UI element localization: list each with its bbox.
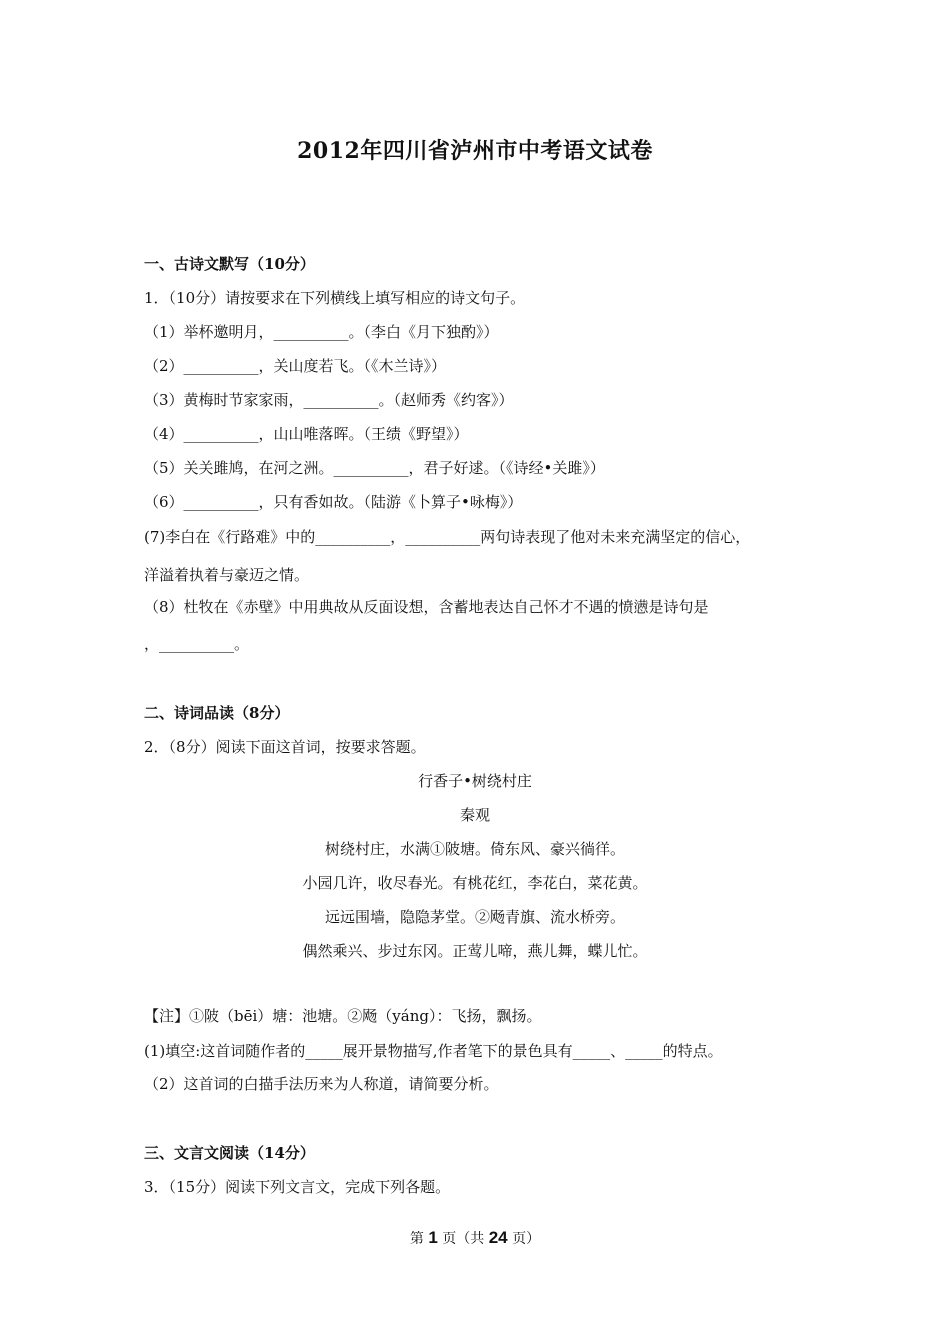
section-heading: 三、文言文阅读（14分） [144, 1144, 315, 1162]
footer-page-number: 1 [428, 1228, 438, 1247]
question-item: （1）举杯邀明月，__________。（李白《月下独酌》） [144, 323, 499, 341]
footer-suffix: 页） [512, 1231, 541, 1247]
poem-title: 行香子•树绕村庄 [418, 772, 532, 790]
question-item-continued: ，__________。 [144, 635, 250, 653]
footer-mid: 页（共 [442, 1231, 485, 1247]
page-footer [0, 1228, 950, 1248]
question-item: （5）关关雎鸠，在河之洲。__________，君子好逑。（《诗经•关雎》） [144, 459, 605, 477]
question-item: （6）__________，只有香如故。（陆游《卜算子•咏梅》） [144, 493, 523, 511]
footer-prefix: 第 [409, 1231, 424, 1247]
poem-line: 树绕村庄，水满①陂塘。倚东风、豪兴徜徉。 [324, 840, 625, 858]
section-heading: 一、古诗文默写（10分） [144, 255, 315, 273]
question-item: (7)李白在《行路难》中的__________，__________两句诗表现了他对未来充满坚定的信心， [144, 528, 751, 546]
page-title: 2012年四川省泸州市中考语文试卷 [297, 138, 653, 164]
poem-author: 秦观 [459, 806, 490, 824]
question-item-continued: 洋溢着执着与豪迈之情。 [144, 566, 310, 584]
question-item: (1)填空:这首词随作者的_____展开景物描写,作者笔下的景色具有_____、_____的特点。 [144, 1042, 723, 1060]
question-item: （2）__________，关山度若飞。（《木兰诗》） [144, 357, 447, 375]
question-item: （3）黄梅时节家家雨，__________。（赵师秀《约客》） [144, 391, 514, 409]
poem-line: 远远围墙，隐隐茅堂。②飏青旗、流水桥旁。 [324, 908, 625, 926]
poem-note: 【注】①陂（bēi）塘：池塘。②飏（yáng）：飞扬，飘扬。 [144, 1007, 542, 1025]
question-stem: 3．（15分）阅读下列文言文，完成下列各题。 [144, 1178, 451, 1196]
question-item: （2）这首词的白描手法历来为人称道，请简要分析。 [144, 1075, 499, 1093]
question-item: （4）__________，山山唯落晖。（王绩《野望》） [144, 425, 469, 443]
poem-line: 小园几许，收尽春光。有桃花红，李花白，菜花黄。 [302, 874, 648, 892]
footer-total-pages: 24 [488, 1228, 508, 1247]
question-stem: 1．（10分）请按要求在下列横线上填写相应的诗文句子。 [144, 289, 526, 307]
question-stem: 2．（8分）阅读下面这首词，按要求答题。 [144, 738, 426, 756]
section-heading: 二、诗词品读（8分） [144, 704, 290, 722]
poem-line: 偶然乘兴、步过东冈。正莺儿啼，燕儿舞，蝶儿忙。 [302, 942, 648, 960]
question-item: （8）杜牧在《赤壁》中用典故从反面设想，含蓄地表达自己怀才不遇的愤懑是诗句是 [144, 598, 709, 616]
